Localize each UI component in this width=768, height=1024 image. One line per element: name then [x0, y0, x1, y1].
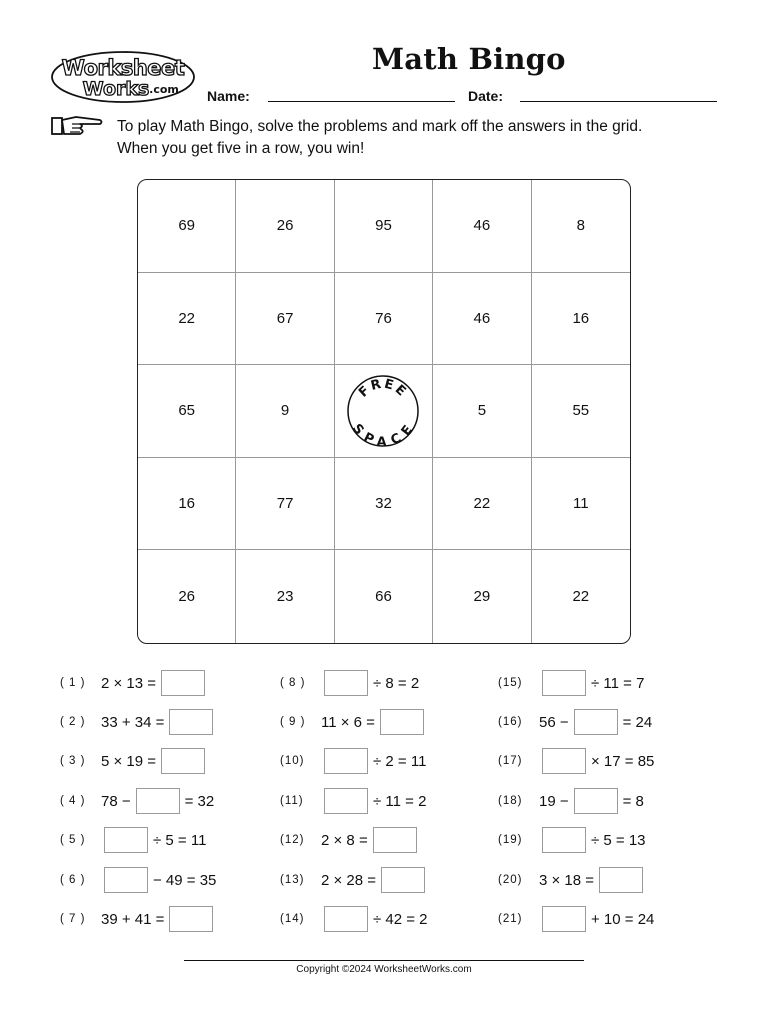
problem-10	[280, 748, 427, 774]
answer-box[interactable]	[161, 748, 205, 774]
problem-1	[60, 670, 209, 696]
answer-box[interactable]	[381, 867, 425, 893]
date-label: Date:	[468, 88, 504, 104]
bingo-cell[interactable]	[433, 365, 531, 458]
answer-box[interactable]	[104, 867, 148, 893]
problem-20	[498, 867, 647, 893]
bingo-number: 67	[276, 309, 294, 327]
space-label: SPACE	[349, 421, 418, 448]
answer-box[interactable]	[373, 827, 417, 853]
equation-text: ÷ 5 = 13	[591, 831, 646, 849]
problem-16	[498, 709, 653, 735]
problem-18	[498, 788, 645, 814]
bingo-number: 22	[572, 588, 590, 606]
problem-number: ( 4 )	[60, 795, 86, 807]
bingo-cell[interactable]	[335, 458, 433, 551]
worksheetworks-logo	[50, 50, 196, 104]
answer-box[interactable]	[324, 788, 368, 814]
problem-number: (21)	[498, 913, 523, 925]
problem-7	[60, 906, 217, 932]
problem-number: (11)	[280, 795, 304, 807]
bingo-number: 46	[473, 217, 491, 235]
problem-number: (18)	[498, 795, 523, 807]
problem-17	[498, 748, 655, 774]
equation-text: ÷ 11 = 7	[591, 674, 645, 692]
equation-text: 33 + 34 =	[101, 713, 165, 731]
free-space-stamp	[346, 374, 420, 448]
bingo-number: 16	[178, 495, 196, 513]
equation-text: ÷ 42 = 2	[373, 910, 428, 928]
instructions: To play Math Bingo, solve the problems and mark off the answers in the grid. When you get five in a row, you win!	[117, 118, 643, 157]
svg-text:.com: .com	[149, 83, 179, 96]
answer-box[interactable]	[542, 827, 586, 853]
bingo-number: 11	[573, 495, 589, 513]
equation-text: 78 −	[101, 792, 131, 810]
answer-box[interactable]	[324, 670, 368, 696]
bingo-cell[interactable]	[236, 180, 334, 273]
problem-15	[498, 670, 645, 696]
equation-text: 2 × 13 =	[101, 674, 157, 692]
bingo-number: 8	[576, 217, 585, 235]
equation-text: + 10 = 24	[591, 910, 655, 928]
page-title: Math Bingo	[372, 42, 566, 76]
bingo-cell[interactable]	[532, 365, 630, 458]
problem-number: (13)	[280, 874, 305, 886]
problem-number: ( 3 )	[60, 755, 86, 767]
date-field[interactable]	[520, 101, 717, 102]
problem-number: (19)	[498, 834, 523, 846]
bingo-number: 55	[572, 402, 590, 420]
bingo-cell[interactable]	[236, 550, 334, 643]
bingo-number: 77	[276, 495, 294, 513]
bingo-number: 26	[276, 217, 294, 235]
svg-text:Works: Works	[82, 78, 150, 100]
problem-number: ( 2 )	[60, 716, 86, 728]
equation-text: ÷ 5 = 11	[153, 831, 207, 849]
name-label: Name:	[207, 88, 250, 104]
problem-number: ( 9 )	[280, 716, 306, 728]
bingo-number: 32	[375, 495, 392, 513]
copyright: Copyright ©2024 WorksheetWorks.com	[296, 964, 472, 975]
problem-3	[60, 748, 209, 774]
bingo-cell[interactable]	[433, 180, 531, 273]
problem-number: ( 6 )	[60, 874, 86, 886]
problem-number: (10)	[280, 755, 305, 767]
equation-text: × 17 = 85	[591, 752, 655, 770]
problem-number: (16)	[498, 716, 523, 728]
bingo-cell[interactable]	[236, 458, 334, 551]
bingo-cell[interactable]	[236, 365, 334, 458]
svg-text:Worksheet: Worksheet	[61, 56, 185, 80]
problem-4	[60, 788, 215, 814]
problem-19	[498, 827, 647, 853]
problem-14	[280, 906, 429, 932]
bingo-cell[interactable]	[335, 273, 433, 366]
bingo-cell[interactable]	[433, 458, 531, 551]
answer-box[interactable]	[542, 748, 586, 774]
bingo-cell[interactable]	[532, 458, 630, 551]
bingo-number: 95	[375, 217, 392, 235]
problem-9	[280, 709, 428, 735]
equation-text: − 49 = 35	[153, 871, 217, 889]
answer-box[interactable]	[380, 709, 424, 735]
bingo-cell[interactable]	[532, 180, 630, 273]
answer-box[interactable]	[169, 709, 213, 735]
answer-box[interactable]	[104, 827, 148, 853]
problem-13	[280, 867, 429, 893]
bingo-cell[interactable]	[138, 458, 236, 551]
equation-text: 2 × 8 =	[321, 831, 368, 849]
equation-text: = 8	[622, 792, 644, 810]
problem-number: (15)	[498, 677, 523, 689]
equation-text: 39 + 41 =	[101, 910, 165, 928]
bingo-number: 16	[572, 309, 590, 327]
bingo-cell[interactable]	[138, 365, 236, 458]
bingo-cell[interactable]	[138, 550, 236, 643]
equation-text: ÷ 11 = 2	[373, 792, 427, 810]
answer-box[interactable]	[574, 709, 618, 735]
problem-12	[280, 827, 421, 853]
bingo-number: 76	[375, 309, 392, 327]
bingo-number: 22	[178, 309, 196, 327]
equation-text: 19 −	[539, 792, 569, 810]
bingo-cell[interactable]	[138, 273, 236, 366]
bingo-number: 66	[375, 588, 392, 606]
bingo-cell[interactable]	[138, 180, 236, 273]
problem-number: ( 5 )	[60, 834, 86, 846]
answer-box[interactable]	[324, 906, 368, 932]
bingo-number: 46	[473, 309, 491, 327]
pointing-hand-icon	[50, 112, 104, 140]
equation-text: = 32	[184, 792, 215, 810]
problem-number: ( 1 )	[60, 677, 86, 689]
problem-number: ( 7 )	[60, 913, 86, 925]
equation-text: 56 −	[539, 713, 569, 731]
equation-text: 11 × 6 =	[321, 713, 375, 731]
answer-box[interactable]	[542, 906, 586, 932]
equation-text: 2 × 28 =	[321, 871, 377, 889]
bingo-number: 23	[276, 588, 294, 606]
bingo-cell[interactable]	[433, 273, 531, 366]
bingo-grid	[137, 179, 631, 644]
answer-box[interactable]	[169, 906, 213, 932]
problem-8	[280, 670, 420, 696]
problem-21	[498, 906, 655, 932]
answer-box[interactable]	[161, 670, 205, 696]
bingo-cell[interactable]	[335, 550, 433, 643]
free-label: FREE	[356, 376, 411, 401]
problem-2	[60, 709, 217, 735]
bingo-number: 69	[178, 217, 196, 235]
bingo-number: 22	[473, 495, 491, 513]
name-field[interactable]	[268, 101, 455, 102]
bingo-number: 29	[473, 588, 491, 606]
bingo-cell[interactable]	[532, 550, 630, 643]
problem-number: (17)	[498, 755, 523, 767]
answer-box[interactable]	[574, 788, 618, 814]
equation-text: ÷ 8 = 2	[373, 674, 420, 692]
bingo-number: 5	[477, 402, 487, 420]
equation-text: 3 × 18 =	[539, 871, 595, 889]
answer-box[interactable]	[324, 748, 368, 774]
equation-text: 5 × 19 =	[101, 752, 157, 770]
bingo-number: 9	[280, 402, 290, 420]
answer-box[interactable]	[599, 867, 643, 893]
footer-divider	[184, 960, 584, 961]
problem-number: ( 8 )	[280, 677, 306, 689]
bingo-cell[interactable]	[236, 273, 334, 366]
answer-box[interactable]	[136, 788, 180, 814]
problem-number: (14)	[280, 913, 305, 925]
problem-5	[60, 827, 207, 853]
answer-box[interactable]	[542, 670, 586, 696]
problem-11	[280, 788, 427, 814]
equation-text: ÷ 2 = 11	[373, 752, 427, 770]
bingo-cell[interactable]	[335, 180, 433, 273]
problem-number: (12)	[280, 834, 305, 846]
free-space-cell[interactable]	[335, 365, 433, 458]
bingo-number: 65	[178, 402, 196, 420]
problem-6	[60, 867, 217, 893]
problem-number: (20)	[498, 874, 523, 886]
bingo-cell[interactable]	[532, 273, 630, 366]
bingo-cell[interactable]	[433, 550, 531, 643]
bingo-number: 26	[178, 588, 196, 606]
equation-text: = 24	[622, 713, 653, 731]
